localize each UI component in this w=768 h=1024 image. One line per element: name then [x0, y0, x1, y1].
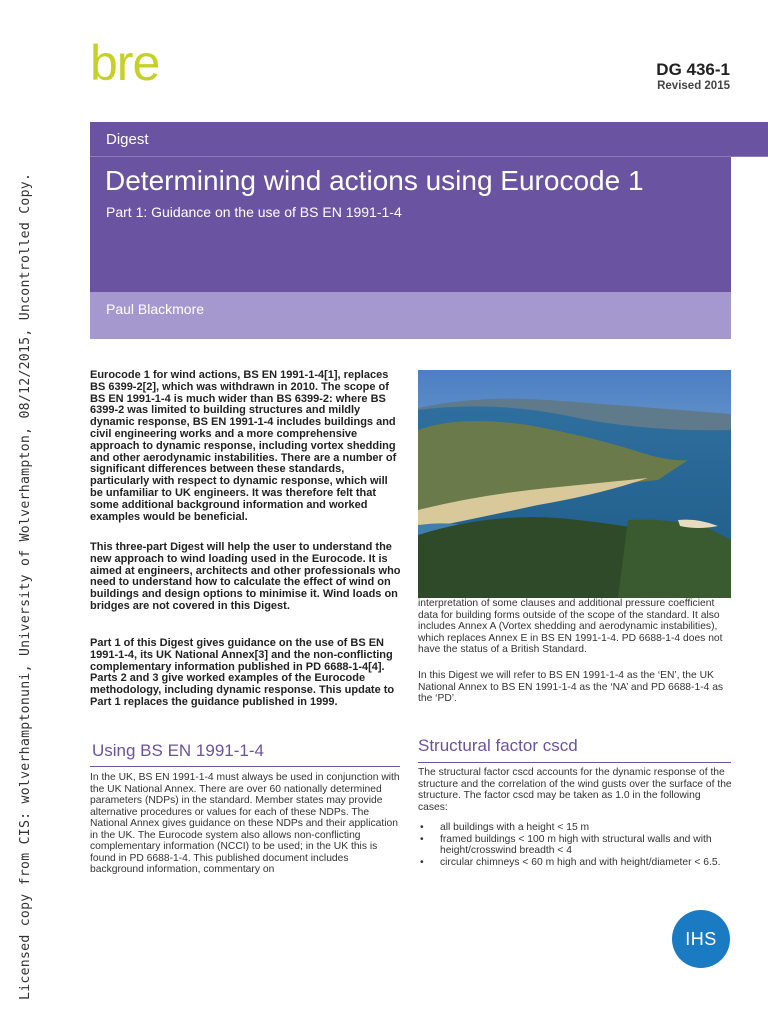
- ihs-logo: IHS: [672, 910, 730, 968]
- bullet-icon: •: [420, 822, 424, 833]
- bullet-icon: •: [420, 856, 424, 868]
- page-subtitle: Part 1: Guidance on the use of BS EN 1991-1-4: [106, 204, 402, 220]
- revision-label: Revised 2015: [657, 80, 730, 92]
- page-title: Determining wind actions using Eurocode 1: [105, 165, 644, 196]
- section-rule-using: [90, 766, 400, 767]
- list-item: [418, 822, 733, 834]
- section-rule-structural: [418, 762, 731, 763]
- list-item-text: circular chimneys < 60 m high and with height/diameter < 6.5.: [440, 856, 721, 868]
- title-band-tab: [731, 122, 768, 156]
- band-divider: [90, 156, 768, 157]
- structural-conditions-list: [418, 822, 733, 868]
- right-paragraph-1: interpretation of some clauses and additional pressure coefficient data for building forms outside of the scope of the standard. It also includes Annex A (Vortex shedding and aerodynamic instabilities), which replaces Annex E in BS EN 1991-1-4. PD 6688-1-4 does not have the status of a British Standard.: [418, 598, 723, 655]
- intro-paragraph-3: Part 1 of this Digest gives guidance on the use of BS EN 1991-1-4, its UK National Annex[3] and the non-conflicting complementary information published in PD 6688-1-4[4]. Parts 2 and 3 give worked examples of the Eurocode methodology, including dynamic response. This update to Part 1 replaces the guidance published in 1999.: [90, 637, 395, 708]
- list-item: [418, 857, 733, 869]
- intro-paragraph-1: Eurocode 1 for wind actions, BS EN 1991-1-4[1], replaces BS 6399-2[2], which was withdrawn in 2010. The scope of BS EN 1991-1-4 is much wider than BS 6399-2: where BS 6399-2 was limited to building structures and mildly dynamic response, BS EN 1991-1-4 includes buildings and civil engineering works and a more comprehensive approach to dynamic response, including vortex shedding and other aerodynamic instabilities. There are a number of significant differences between these standards, particularly with respect to dynamic response, which will be unfamiliar to UK engineers. It was therefore felt that some additional background information and worked examples would be beneficial.: [90, 369, 397, 523]
- bullet-icon: •: [420, 833, 424, 845]
- intro-paragraph-2: This three-part Digest will help the user to understand the new approach to wind loading used in the Eurocode. It is aimed at engineers, architects and other professionals who need to understand how to calculate the effect of wind on buildings and design options to minimise it. Wind loads on bridges are not covered in this Digest.: [90, 541, 401, 612]
- section-body-using: In the UK, BS EN 1991-1-4 must always be used in conjunction with the UK National Annex. There are over 60 nationally determined parameters (NDPs) in the standard. Member states may provide alternative procedures or values for each of these NDPs. The National Annex gives guidance on these NDPs and their application in the UK. The Eurocode system also allows non-conflicting complementary information (NCCI) to be used; in the UK this is found in PD 6688-1-4. This published document includes background information, commentary on: [90, 772, 400, 875]
- section-body-structural: The structural factor cscd accounts for the dynamic response of the structure and the correlation of the wind gusts over the surface of the structure. The factor cscd may be taken as 1.0 in the following cases:: [418, 767, 732, 813]
- author-name: Paul Blackmore: [106, 301, 205, 317]
- section-heading-structural: Structural factor cscd: [418, 736, 578, 755]
- coastline-photo: [418, 370, 731, 598]
- bre-logo: bre: [90, 35, 160, 91]
- list-item-text: all buildings with a height < 15 m: [440, 822, 590, 833]
- list-item: [418, 834, 733, 857]
- right-paragraph-2: In this Digest we will refer to BS EN 1991-1-4 as the ‘EN’, the UK National Annex to BS EN 1991-1-4 as the ‘NA’ and PD 6688-1-4 as the ‘PD’.: [418, 670, 724, 704]
- license-stamp: Licensed copy from CIS: wolverhamptonuni, University of Wolverhampton, 08/12/2015, Uncontrolled Copy.: [18, 172, 33, 1000]
- section-heading-using: Using BS EN 1991-1-4: [92, 741, 264, 760]
- list-item-text: framed buildings < 100 m high with structural walls and with height/crosswind breadth < 4: [440, 833, 712, 856]
- category-label: Digest: [106, 131, 149, 148]
- document-code: DG 436-1: [656, 60, 730, 79]
